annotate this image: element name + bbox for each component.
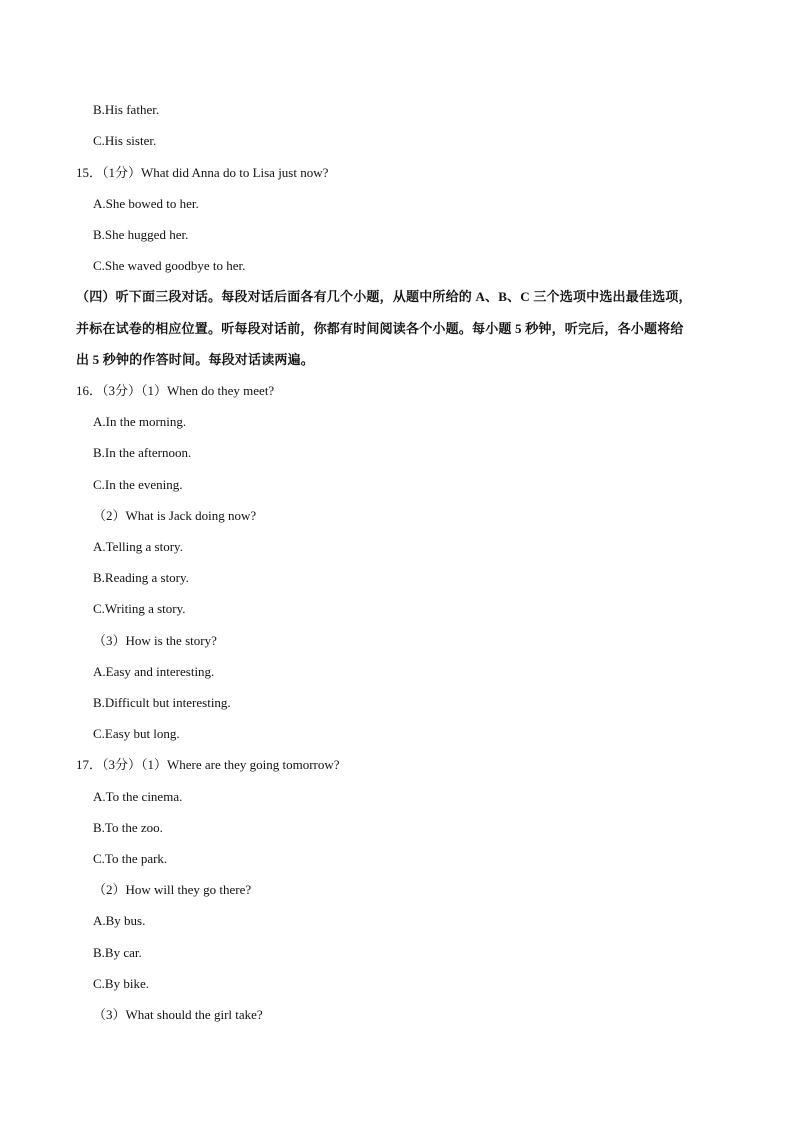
q17-question: 17．（3分）（1）Where are they going tomorrow? (76, 757, 340, 772)
q16-2-option-b: B.Reading a story. (93, 570, 189, 585)
q15-option-c: C.She waved goodbye to her. (93, 258, 246, 273)
q16-2-option-a: A.Telling a story. (93, 539, 183, 554)
q14-option-b: B.His father. (93, 102, 160, 117)
q17-1-option-c: C.To the park. (93, 851, 168, 866)
q17-sub3-question: （3）What should the girl take? (93, 1007, 263, 1022)
q17-2-option-a: A.By bus. (93, 913, 146, 928)
section4-instructions-line3: 出 5 秒钟的作答时间。每段对话读两遍。 (76, 352, 315, 367)
q16-1-option-c: C.In the evening. (93, 477, 183, 492)
q16-3-option-a: A.Easy and interesting. (93, 664, 215, 679)
q15-option-a: A.She bowed to her. (93, 196, 199, 211)
q17-1-option-b: B.To the zoo. (93, 820, 163, 835)
q16-sub2-question: （2）What is Jack doing now? (93, 508, 257, 523)
q16-1-option-a: A.In the morning. (93, 414, 187, 429)
q15-question: 15．（1分）What did Anna do to Lisa just now? (76, 165, 329, 180)
q16-sub3-question: （3）How is the story? (93, 633, 217, 648)
q17-sub2-question: （2）How will they go there? (93, 882, 252, 897)
q15-option-b: B.She hugged her. (93, 227, 189, 242)
q17-1-option-a: A.To the cinema. (93, 789, 183, 804)
q14-option-c: C.His sister. (93, 133, 157, 148)
section4-instructions-line1: （四）听下面三段对话。每段对话后面各有几个小题，从题中所给的 A、B、C 三个选项中选出最佳选项， (76, 289, 692, 304)
q16-1-option-b: B.In the afternoon. (93, 445, 192, 460)
q16-2-option-c: C.Writing a story. (93, 601, 186, 616)
section4-instructions-line2: 并标在试卷的相应位置。听每段对话前，你都有时间阅读各个小题。每小题 5 秒钟，听完后，各小题将给 (76, 321, 684, 336)
q16-question: 16．（3分）（1）When do they meet? (76, 383, 275, 398)
q17-2-option-c: C.By bike. (93, 976, 149, 991)
q16-3-option-c: C.Easy but long. (93, 726, 180, 741)
q16-3-option-b: B.Difficult but interesting. (93, 695, 231, 710)
q17-2-option-b: B.By car. (93, 945, 142, 960)
